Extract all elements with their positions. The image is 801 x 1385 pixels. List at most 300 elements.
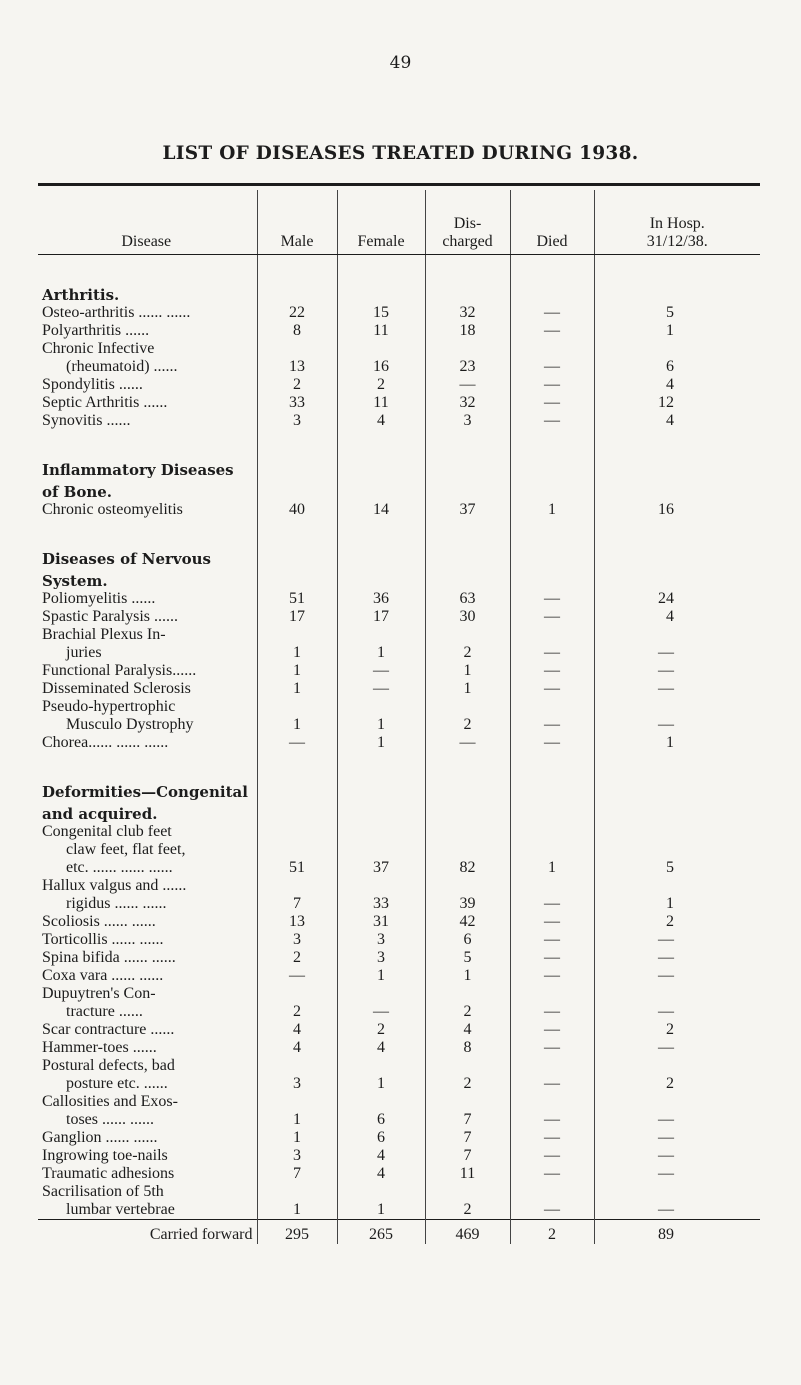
discharged-cell xyxy=(425,823,510,841)
disease-name: Chronic osteomyelitis xyxy=(42,501,183,518)
section-heading-row xyxy=(38,282,760,304)
spacer-cell xyxy=(594,255,760,283)
spacer-cell xyxy=(337,752,425,779)
hosp-cell: — xyxy=(594,949,760,967)
female-cell: — xyxy=(337,680,425,698)
died-cell: — xyxy=(510,394,594,412)
section-heading: of Bone. xyxy=(42,483,113,501)
total-hosp: 89 xyxy=(594,1220,760,1245)
discharged-cell xyxy=(425,1183,510,1201)
female-cell: 31 xyxy=(337,913,425,931)
table-row xyxy=(38,734,760,752)
discharged-cell xyxy=(425,877,510,895)
spacer-cell xyxy=(38,752,257,779)
section-spacer xyxy=(38,255,760,283)
male-cell: 2 xyxy=(257,376,337,394)
section-heading: and acquired. xyxy=(42,805,158,823)
table-row xyxy=(38,1147,760,1165)
hosp-cell: 2 xyxy=(594,913,760,931)
total-female: 265 xyxy=(337,1220,425,1245)
female-cell: 14 xyxy=(337,501,425,519)
female-cell: 1 xyxy=(337,734,425,752)
table-row xyxy=(38,1021,760,1039)
died-cell: — xyxy=(510,1021,594,1039)
disease-name: Coxa vara ...... ...... xyxy=(42,967,164,984)
male-cell xyxy=(257,841,337,859)
died-cell xyxy=(510,985,594,1003)
hosp-cell: — xyxy=(594,1129,760,1147)
discharged-cell: 82 xyxy=(425,859,510,877)
spacer-cell xyxy=(38,255,257,283)
hosp-cell: 2 xyxy=(594,1075,760,1093)
died-cell: 1 xyxy=(510,501,594,519)
discharged-cell: 2 xyxy=(425,1075,510,1093)
died-cell: — xyxy=(510,1039,594,1057)
disease-name: Chorea...... ...... ...... xyxy=(42,734,169,751)
hosp-cell: 24 xyxy=(594,590,760,608)
empty-cell xyxy=(594,568,760,590)
died-cell: — xyxy=(510,608,594,626)
disease-name: posture etc. ...... xyxy=(66,1075,168,1092)
died-cell: 1 xyxy=(510,859,594,877)
hosp-cell xyxy=(594,823,760,841)
died-cell: — xyxy=(510,680,594,698)
disease-name: Traumatic adhesions xyxy=(42,1165,175,1182)
died-cell xyxy=(510,1057,594,1075)
female-cell: 11 xyxy=(337,322,425,340)
male-cell: — xyxy=(257,734,337,752)
died-cell: — xyxy=(510,1003,594,1021)
disease-name: Scoliosis ...... ...... xyxy=(42,913,156,930)
male-cell xyxy=(257,1093,337,1111)
hosp-cell xyxy=(594,1183,760,1201)
male-cell: — xyxy=(257,967,337,985)
disease-name: (rheumatoid) ...... xyxy=(66,358,178,375)
female-cell xyxy=(337,626,425,644)
page-number: 49 xyxy=(389,53,412,73)
male-cell: 3 xyxy=(257,412,337,430)
female-cell xyxy=(337,1057,425,1075)
table-row xyxy=(38,394,760,412)
female-cell: 6 xyxy=(337,1111,425,1129)
male-cell xyxy=(257,877,337,895)
disease-name: Spastic Paralysis ...... xyxy=(42,608,178,625)
disease-name: Hallux valgus and ...... xyxy=(42,877,187,894)
died-cell: — xyxy=(510,322,594,340)
hosp-cell: 1 xyxy=(594,322,760,340)
female-cell: 15 xyxy=(337,304,425,322)
died-cell: — xyxy=(510,913,594,931)
spacer-cell xyxy=(257,255,337,283)
disease-name: tracture ...... xyxy=(66,1003,143,1020)
discharged-cell: 7 xyxy=(425,1111,510,1129)
died-cell: — xyxy=(510,1201,594,1220)
male-cell: 4 xyxy=(257,1021,337,1039)
male-cell: 1 xyxy=(257,1129,337,1147)
male-cell: 13 xyxy=(257,358,337,376)
discharged-cell: 5 xyxy=(425,949,510,967)
died-cell xyxy=(510,626,594,644)
female-cell: — xyxy=(337,662,425,680)
table-row xyxy=(38,895,760,913)
spacer-cell xyxy=(337,255,425,283)
died-cell xyxy=(510,340,594,358)
disease-name: lumbar vertebrae xyxy=(66,1201,175,1218)
female-cell xyxy=(337,340,425,358)
hosp-cell: — xyxy=(594,662,760,680)
table-row xyxy=(38,626,760,644)
disease-name: Pseudo-hypertrophic xyxy=(42,698,176,715)
discharged-cell xyxy=(425,698,510,716)
died-cell: — xyxy=(510,1129,594,1147)
spacer-cell xyxy=(510,752,594,779)
male-cell xyxy=(257,340,337,358)
male-cell: 22 xyxy=(257,304,337,322)
empty-cell xyxy=(257,457,337,479)
spacer-cell xyxy=(425,752,510,779)
discharged-cell: 2 xyxy=(425,1201,510,1220)
header-row xyxy=(38,190,760,255)
spacer-cell xyxy=(510,519,594,546)
male-cell: 51 xyxy=(257,859,337,877)
table-body xyxy=(38,255,760,1245)
empty-cell xyxy=(337,282,425,304)
section-spacer xyxy=(38,519,760,546)
empty-cell xyxy=(510,568,594,590)
male-cell: 51 xyxy=(257,590,337,608)
female-cell: 1 xyxy=(337,1201,425,1220)
section-heading-row xyxy=(38,546,760,568)
empty-cell xyxy=(594,801,760,823)
discharged-cell: 39 xyxy=(425,895,510,913)
spacer-cell xyxy=(425,430,510,457)
discharged-cell: 23 xyxy=(425,358,510,376)
empty-cell xyxy=(510,479,594,501)
empty-cell xyxy=(425,546,510,568)
female-cell xyxy=(337,698,425,716)
table-row xyxy=(38,967,760,985)
female-cell: 3 xyxy=(337,949,425,967)
table-row xyxy=(38,823,760,841)
section-heading: Inflammatory Diseases xyxy=(42,461,234,479)
empty-cell xyxy=(510,546,594,568)
spacer-cell xyxy=(594,430,760,457)
empty-cell xyxy=(594,282,760,304)
hosp-cell: 16 xyxy=(594,501,760,519)
discharged-cell: 32 xyxy=(425,304,510,322)
died-cell: — xyxy=(510,412,594,430)
female-cell xyxy=(337,823,425,841)
empty-cell xyxy=(425,479,510,501)
table-row xyxy=(38,1183,760,1201)
female-cell xyxy=(337,1093,425,1111)
discharged-cell: 42 xyxy=(425,913,510,931)
disease-name: Osteo-arthritis ...... ...... xyxy=(42,304,191,321)
male-cell: 17 xyxy=(257,608,337,626)
section-heading-row xyxy=(38,479,760,501)
died-cell: — xyxy=(510,1111,594,1129)
died-cell xyxy=(510,1093,594,1111)
female-cell: 4 xyxy=(337,412,425,430)
male-cell: 1 xyxy=(257,662,337,680)
section-heading-row xyxy=(38,568,760,590)
disease-name: Hammer-toes ...... xyxy=(42,1039,157,1056)
empty-cell xyxy=(257,479,337,501)
diseases-table xyxy=(38,190,760,1244)
table-row xyxy=(38,501,760,519)
section-heading-row xyxy=(38,457,760,479)
female-cell: 4 xyxy=(337,1165,425,1183)
table-row xyxy=(38,877,760,895)
spacer-cell xyxy=(257,519,337,546)
discharged-cell: 7 xyxy=(425,1147,510,1165)
disease-name: Functional Paralysis...... xyxy=(42,662,197,679)
empty-cell xyxy=(257,779,337,801)
hosp-cell: — xyxy=(594,1147,760,1165)
hosp-cell: 12 xyxy=(594,394,760,412)
died-cell: — xyxy=(510,1075,594,1093)
section-spacer xyxy=(38,752,760,779)
table-row xyxy=(38,841,760,859)
died-cell: — xyxy=(510,1147,594,1165)
male-cell xyxy=(257,823,337,841)
female-cell xyxy=(337,877,425,895)
empty-cell xyxy=(510,282,594,304)
died-cell: — xyxy=(510,895,594,913)
died-cell: — xyxy=(510,662,594,680)
table-row xyxy=(38,376,760,394)
empty-cell xyxy=(594,779,760,801)
table-row xyxy=(38,1057,760,1075)
male-cell xyxy=(257,626,337,644)
hosp-cell: — xyxy=(594,644,760,662)
col-header-disease: Disease xyxy=(38,190,257,255)
female-cell: 17 xyxy=(337,608,425,626)
died-cell: — xyxy=(510,358,594,376)
table-row xyxy=(38,322,760,340)
died-cell: — xyxy=(510,1165,594,1183)
hosp-cell: 4 xyxy=(594,376,760,394)
discharged-cell: 32 xyxy=(425,394,510,412)
died-cell xyxy=(510,877,594,895)
empty-cell xyxy=(257,282,337,304)
empty-cell xyxy=(257,568,337,590)
female-cell: 2 xyxy=(337,1021,425,1039)
died-cell xyxy=(510,841,594,859)
disease-name: toses ...... ...... xyxy=(66,1111,154,1128)
disease-name: Disseminated Sclerosis xyxy=(42,680,191,697)
died-cell xyxy=(510,698,594,716)
male-cell xyxy=(257,985,337,1003)
empty-cell xyxy=(337,801,425,823)
total-row xyxy=(38,1220,760,1245)
disease-name: Ganglion ...... ...... xyxy=(42,1129,158,1146)
female-cell: 1 xyxy=(337,967,425,985)
table-row xyxy=(38,1075,760,1093)
female-cell: 2 xyxy=(337,376,425,394)
table-row xyxy=(38,949,760,967)
male-cell xyxy=(257,1057,337,1075)
spacer-cell xyxy=(337,430,425,457)
table-row xyxy=(38,913,760,931)
died-cell xyxy=(510,1183,594,1201)
died-cell: — xyxy=(510,590,594,608)
discharged-cell: 63 xyxy=(425,590,510,608)
female-cell: 16 xyxy=(337,358,425,376)
spacer-cell xyxy=(510,430,594,457)
disease-name: Spina bifida ...... ...... xyxy=(42,949,176,966)
male-cell: 3 xyxy=(257,1075,337,1093)
section-heading: Diseases of Nervous xyxy=(42,550,211,568)
spacer-cell xyxy=(257,752,337,779)
table-row xyxy=(38,716,760,734)
died-cell: — xyxy=(510,644,594,662)
hosp-cell: 1 xyxy=(594,734,760,752)
male-cell: 3 xyxy=(257,931,337,949)
hosp-cell: 2 xyxy=(594,1021,760,1039)
hosp-cell: — xyxy=(594,716,760,734)
male-cell: 8 xyxy=(257,322,337,340)
col-header-female: Female xyxy=(337,190,425,255)
empty-cell xyxy=(337,479,425,501)
male-cell: 13 xyxy=(257,913,337,931)
disease-name: Sacrilisation of 5th xyxy=(42,1183,164,1200)
table-row xyxy=(38,662,760,680)
discharged-cell: 37 xyxy=(425,501,510,519)
female-cell: 4 xyxy=(337,1147,425,1165)
table-row xyxy=(38,1129,760,1147)
hosp-cell: — xyxy=(594,680,760,698)
disease-name: juries xyxy=(66,644,102,661)
hosp-cell xyxy=(594,877,760,895)
table-row xyxy=(38,680,760,698)
hosp-cell: 4 xyxy=(594,608,760,626)
discharged-cell xyxy=(425,985,510,1003)
section-heading: Arthritis. xyxy=(42,286,120,304)
table-row xyxy=(38,340,760,358)
male-cell: 1 xyxy=(257,716,337,734)
section-heading-row xyxy=(38,779,760,801)
disease-name: Callosities and Exos- xyxy=(42,1093,178,1110)
male-cell: 4 xyxy=(257,1039,337,1057)
table-row xyxy=(38,1039,760,1057)
empty-cell xyxy=(425,568,510,590)
hosp-cell: — xyxy=(594,1165,760,1183)
disease-name: Polyarthritis ...... xyxy=(42,322,150,339)
hosp-cell: — xyxy=(594,1111,760,1129)
died-cell: — xyxy=(510,304,594,322)
disease-name: Spondylitis ...... xyxy=(42,376,143,393)
disease-name: rigidus ...... ...... xyxy=(66,895,167,912)
hosp-cell: 4 xyxy=(594,412,760,430)
hosp-cell xyxy=(594,841,760,859)
discharged-cell xyxy=(425,1057,510,1075)
table-row xyxy=(38,644,760,662)
male-cell xyxy=(257,698,337,716)
col-header-died: Died xyxy=(510,190,594,255)
male-cell: 33 xyxy=(257,394,337,412)
disease-name: Scar contracture ...... xyxy=(42,1021,175,1038)
discharged-cell: 6 xyxy=(425,931,510,949)
male-cell: 1 xyxy=(257,680,337,698)
hosp-cell: — xyxy=(594,967,760,985)
female-cell: 33 xyxy=(337,895,425,913)
table-row xyxy=(38,698,760,716)
empty-cell xyxy=(425,282,510,304)
disease-name: Septic Arthritis ...... xyxy=(42,394,168,411)
died-cell: — xyxy=(510,734,594,752)
table-row xyxy=(38,931,760,949)
died-cell: — xyxy=(510,967,594,985)
discharged-cell: 4 xyxy=(425,1021,510,1039)
died-cell: — xyxy=(510,949,594,967)
empty-cell xyxy=(425,779,510,801)
female-cell: — xyxy=(337,1003,425,1021)
spacer-cell xyxy=(425,255,510,283)
female-cell: 36 xyxy=(337,590,425,608)
disease-name: claw feet, flat feet, xyxy=(66,841,186,858)
hosp-cell: 5 xyxy=(594,859,760,877)
empty-cell xyxy=(594,457,760,479)
empty-cell xyxy=(425,457,510,479)
died-cell: — xyxy=(510,931,594,949)
female-cell: 1 xyxy=(337,716,425,734)
spacer-cell xyxy=(510,255,594,283)
hosp-cell: — xyxy=(594,931,760,949)
discharged-cell: — xyxy=(425,376,510,394)
male-cell: 1 xyxy=(257,644,337,662)
empty-cell xyxy=(510,457,594,479)
disease-name: Poliomyelitis ...... xyxy=(42,590,156,607)
discharged-cell: 18 xyxy=(425,322,510,340)
empty-cell xyxy=(510,779,594,801)
male-cell: 40 xyxy=(257,501,337,519)
hosp-cell xyxy=(594,626,760,644)
table-row xyxy=(38,412,760,430)
discharged-cell: — xyxy=(425,734,510,752)
disease-name: Chronic Infective xyxy=(42,340,155,357)
total-label: Carried forward xyxy=(38,1220,257,1245)
discharged-cell: 1 xyxy=(425,680,510,698)
female-cell: 11 xyxy=(337,394,425,412)
empty-cell xyxy=(337,457,425,479)
hosp-cell: — xyxy=(594,1201,760,1220)
discharged-cell xyxy=(425,841,510,859)
disease-name: Brachial Plexus In- xyxy=(42,626,166,643)
discharged-cell: 1 xyxy=(425,662,510,680)
discharged-cell: 2 xyxy=(425,1003,510,1021)
spacer-cell xyxy=(594,519,760,546)
died-cell xyxy=(510,823,594,841)
female-cell xyxy=(337,1183,425,1201)
disease-name: Torticollis ...... ...... xyxy=(42,931,164,948)
table-row xyxy=(38,1093,760,1111)
empty-cell xyxy=(510,801,594,823)
col-header-discharged: Dis- charged xyxy=(425,190,510,255)
male-cell: 2 xyxy=(257,1003,337,1021)
discharged-cell: 1 xyxy=(425,967,510,985)
female-cell xyxy=(337,985,425,1003)
disease-name: etc. ...... ...... ...... xyxy=(66,859,173,876)
discharged-cell xyxy=(425,340,510,358)
spacer-cell xyxy=(38,519,257,546)
table-row xyxy=(38,1165,760,1183)
total-died: 2 xyxy=(510,1220,594,1245)
table-row xyxy=(38,985,760,1003)
female-cell: 1 xyxy=(337,644,425,662)
male-cell: 7 xyxy=(257,1165,337,1183)
hosp-cell xyxy=(594,698,760,716)
